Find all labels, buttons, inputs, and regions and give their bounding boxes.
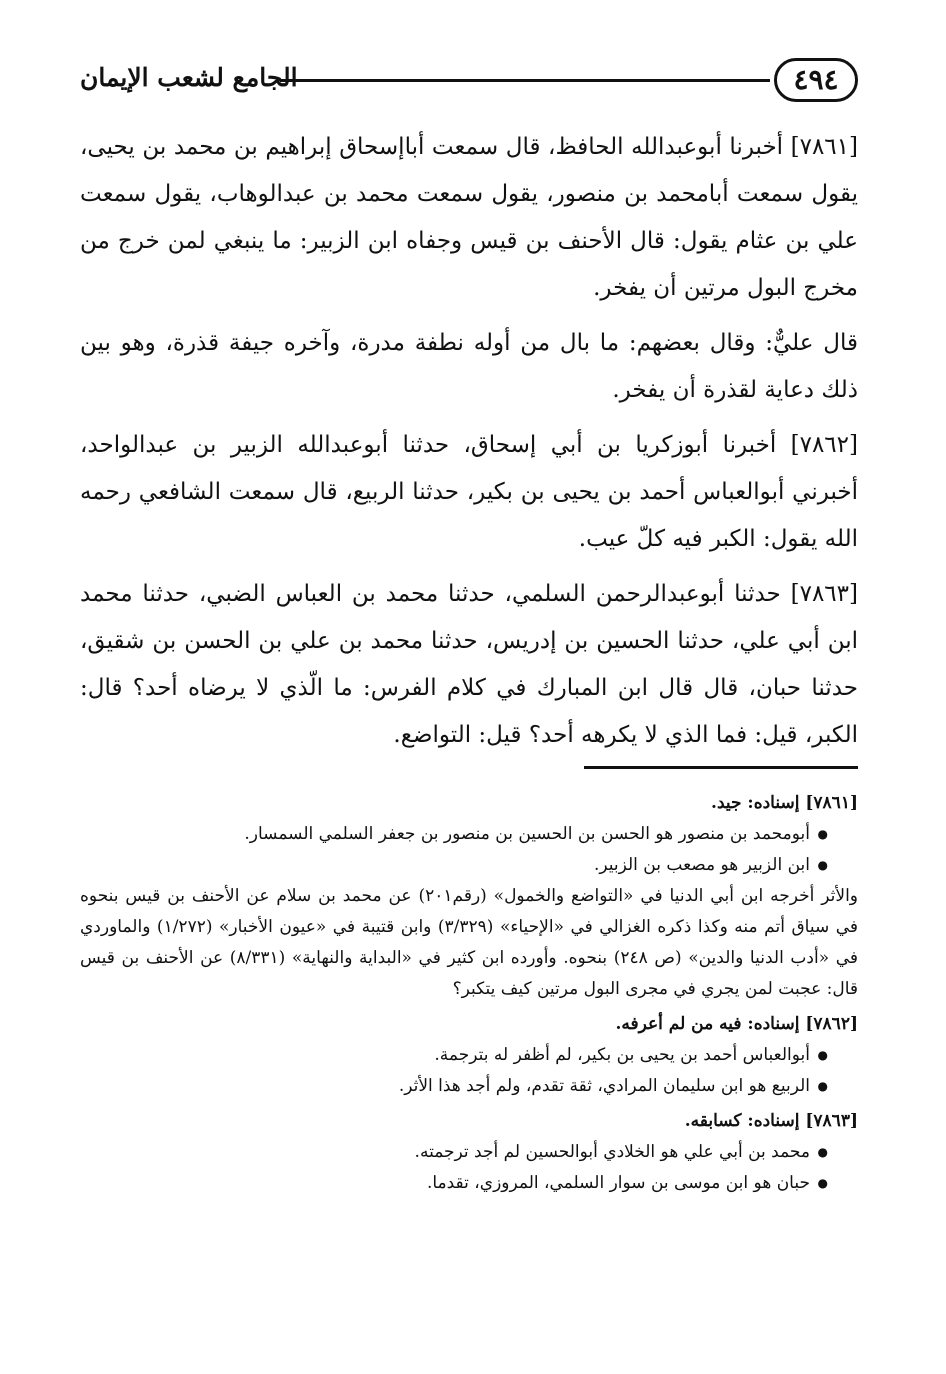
book-title: الجامع لشعب الإيمان bbox=[80, 63, 298, 92]
list-item: ● حبان هو ابن موسى بن سوار السلمي، المروزي، تقدما. bbox=[80, 1168, 828, 1199]
footnote-7861-head: [٧٨٦١] إسناده: جيد. bbox=[711, 793, 858, 813]
list-item: ● الربيع هو ابن سليمان المرادي، ثقة تقدم، ولم أجد هذا الأثر. bbox=[80, 1071, 828, 1102]
header-rule bbox=[280, 79, 770, 82]
page-number: ٤٩٤ bbox=[774, 58, 858, 102]
list-item: ● أبومحمد بن منصور هو الحسن بن الحسين بن منصور بن جعفر السلمي السمسار. bbox=[80, 819, 828, 850]
footnote-7861-body: والأثر أخرجه ابن أبي الدنيا في «التواضع والخمول» (رقم٢٠١) عن محمد بن سلام عن الأحنف بن قيس بنحوه في سياق أتم منه وكذا ذكره الغزالي في «الإحياء» (٣/٣٢٩) وابن قتيبة في «عيون الأخبار» (١/٢٧٢) والماوردي في «أدب الدنيا والدين» (ص ٢٤٨) بنحوه. وأورده ابن كثير في «البداية والنهاية» (٨/٣٣١) عن الأحنف بن قيس قال: عجبت لمن يجري في مجرى البول مرتين كيف يتكبر؟ bbox=[80, 886, 859, 999]
paragraph-ali: قال عليٌّ: وقال بعضهم: ما بال من أوله نطفة مدرة، وآخره جيفة قذرة، وهو بين ذلك دعاية لقذرة أن يفخر. bbox=[80, 330, 858, 403]
footnotes bbox=[80, 788, 858, 1199]
page-header bbox=[80, 52, 858, 112]
footnote-7862-bullets bbox=[80, 1040, 858, 1102]
list-item: ● محمد بن أبي علي هو الخلادي أبوالحسين لم أجد ترجمته. bbox=[80, 1137, 828, 1168]
list-item: ● أبوالعباس أحمد بن يحيى بن بكير، لم أظفر له بترجمة. bbox=[80, 1040, 828, 1071]
footnote-7863-head: [٧٨٦٣] إسناده: كسابقه. bbox=[684, 1111, 858, 1131]
footnote-separator bbox=[584, 766, 858, 769]
paragraph-7861: [٧٨٦١] أخبرنا أبوعبدالله الحافظ، قال سمعت أباإسحاق إبراهيم بن محمد بن يحيى، يقول سمعت أبامحمد بن منصور، يقول سمعت محمد بن عبدالوهاب، يقول سمعت علي بن عثام يقول: قال الأحنف بن قيس وجفاه ابن الزبير: ما ينبغي لمن خرج من مخرج البول مرتين أن يفخر. bbox=[80, 134, 858, 301]
paragraph-7863: [٧٨٦٣] حدثنا أبوعبدالرحمن السلمي، حدثنا محمد بن العباس الضبي، حدثنا محمد ابن أبي علي، حدثنا الحسين بن إدريس، حدثنا محمد بن علي بن الحسن بن شقيق، حدثنا حبان، قال قال ابن المبارك في كلام الفرس: ما الّذي لا يرضاه أحد؟ قال: الكبر، قيل: فما الذي لا يكرهه أحد؟ قيل: التواضع. bbox=[80, 581, 858, 748]
list-item: ● ابن الزبير هو مصعب بن الزبير. bbox=[80, 850, 828, 881]
footnote-7861-bullets bbox=[80, 819, 858, 881]
footnote-7863-bullets bbox=[80, 1137, 858, 1199]
paragraph-7862: [٧٨٦٢] أخبرنا أبوزكريا بن أبي إسحاق، حدثنا أبوعبدالله الزبير بن عبدالواحد، أخبرني أبوالعباس أحمد بن يحيى بن بكير، حدثنا الربيع، قال سمعت الشافعي رحمه الله يقول: الكبر فيه كلّ عيب. bbox=[80, 432, 858, 552]
main-text bbox=[80, 124, 858, 767]
footnote-7862-head: [٧٨٦٢] إسناده: فيه من لم أعرفه. bbox=[615, 1014, 858, 1034]
